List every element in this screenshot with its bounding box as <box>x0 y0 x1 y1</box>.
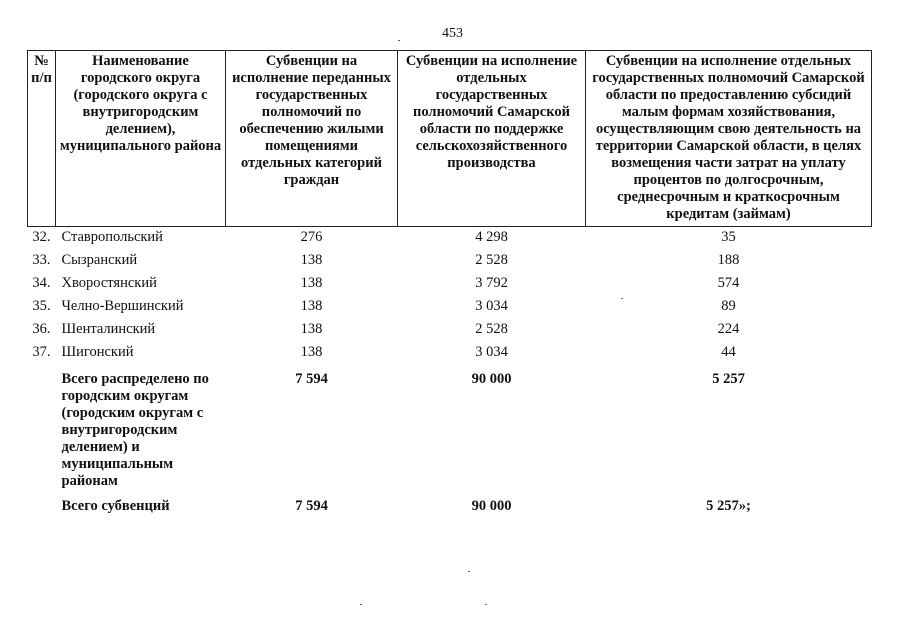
district-name: Ставропольский <box>61 229 163 245</box>
row-number: 37. <box>32 344 51 360</box>
small-business-value: 574 <box>717 275 740 291</box>
housing-value: 276 <box>300 229 323 245</box>
agriculture-value: 4 298 <box>475 229 508 245</box>
row-number: 36. <box>32 321 51 337</box>
housing-value: 138 <box>300 275 323 291</box>
total-distributed-small-business: 5 257 <box>712 371 745 387</box>
housing-value: 138 <box>300 344 323 360</box>
row-number: 32. <box>32 229 51 245</box>
small-business-value: 44 <box>721 344 736 360</box>
district-name: Хворостянский <box>61 275 157 291</box>
district-name: Челно-Вершинский <box>61 298 184 314</box>
scan-speck <box>485 604 487 605</box>
agriculture-value: 3 792 <box>475 275 508 291</box>
empty-cell <box>28 492 56 519</box>
total-distributed-row <box>28 365 872 492</box>
table-header-row <box>28 51 872 227</box>
total-distributed-agriculture: 90 000 <box>471 371 512 387</box>
district-name: Шенталинский <box>61 321 156 337</box>
small-business-value: 35 <box>721 229 736 245</box>
empty-cell <box>28 365 56 492</box>
table-row <box>28 227 872 251</box>
district-name: Шигонский <box>61 344 134 360</box>
row-number: 33. <box>32 252 51 268</box>
small-business-value: 188 <box>717 252 740 268</box>
subventions-table <box>27 50 872 519</box>
housing-value: 138 <box>300 321 323 337</box>
header-housing-subventions: Субвенции на исполнение переданных государственных полномочий по обеспечению жилыми помещениями отдельных категорий граждан <box>226 51 398 227</box>
total-subventions-agriculture: 90 000 <box>471 498 512 514</box>
scan-speck <box>360 604 362 605</box>
total-distributed-housing: 7 594 <box>295 371 328 387</box>
row-number: 35. <box>32 298 51 314</box>
scan-speck <box>398 40 400 41</box>
row-number: 34. <box>32 275 51 291</box>
agriculture-value: 2 528 <box>475 321 508 337</box>
agriculture-value: 3 034 <box>475 344 508 360</box>
header-agriculture-subventions: Субвенции на исполнение отдельных государственных полномочий Самарской области по поддержке сельскохозяйственного производства <box>398 51 586 227</box>
page-number: 453 <box>442 26 463 41</box>
header-number: № п/п <box>28 51 56 227</box>
total-distributed-label: Всего распределено по городским округам (городским округам с внутригородским делением) и муниципальным районам <box>61 371 209 489</box>
housing-value: 138 <box>300 298 323 314</box>
table-row <box>28 250 872 273</box>
table-row <box>28 342 872 365</box>
scan-speck <box>468 571 470 572</box>
agriculture-value: 3 034 <box>475 298 508 314</box>
table-row <box>28 273 872 296</box>
table-row <box>28 296 872 319</box>
scan-speck <box>621 298 623 299</box>
small-business-value: 89 <box>721 298 736 314</box>
total-subventions-housing: 7 594 <box>295 498 328 514</box>
district-name: Сызранский <box>61 252 138 268</box>
agriculture-value: 2 528 <box>475 252 508 268</box>
header-district-name: Наименование городского округа (городского округа с внутригородским делением), муниципального района <box>56 51 226 227</box>
total-subventions-label: Всего субвенций <box>61 498 170 514</box>
small-business-value: 224 <box>717 321 740 337</box>
total-subventions-row <box>28 492 872 519</box>
header-small-business-subventions: Субвенции на исполнение отдельных государственных полномочий Самарской области по предоставлению субсидий малым формам хозяйствования, осуществляющим свою деятельность на территории Самарской области, в целях возмещения части затрат на уплату процентов по долгосрочным, среднесрочным и краткосрочным кредитам (займам) <box>586 51 872 227</box>
total-subventions-small-business: 5 257»; <box>706 498 751 514</box>
table-row <box>28 319 872 342</box>
housing-value: 138 <box>300 252 323 268</box>
